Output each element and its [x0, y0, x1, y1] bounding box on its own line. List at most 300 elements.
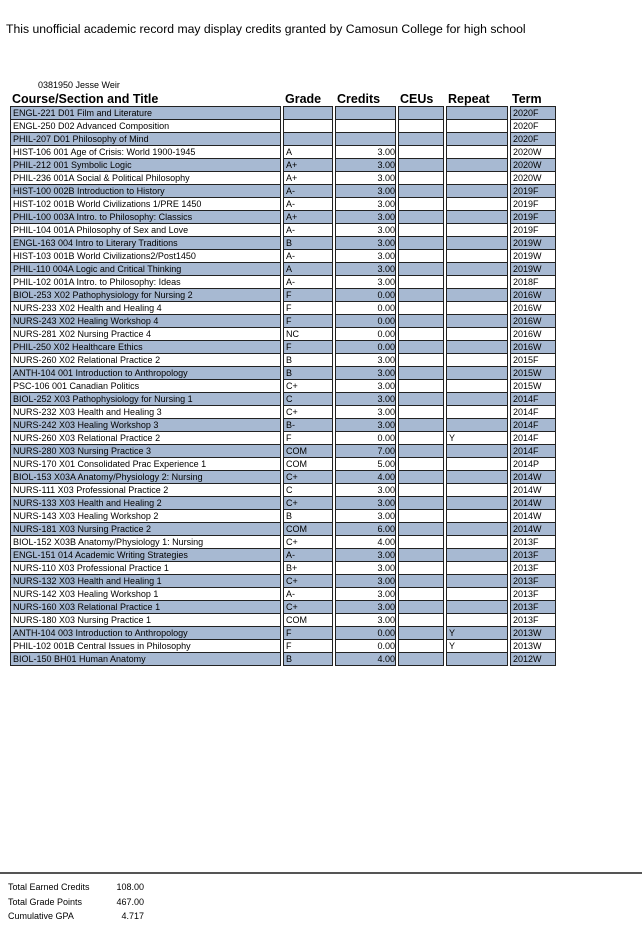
term-cell: 2016W: [510, 328, 556, 341]
credits-cell: 6.00: [335, 523, 396, 536]
credits-cell: 3.00: [335, 237, 396, 250]
credits-cell: 0.00: [335, 289, 396, 302]
term-cell: 2015W: [510, 367, 556, 380]
section-divider: [0, 872, 642, 874]
term-cell: 2020F: [510, 120, 556, 133]
credits-cell: 3.00: [335, 484, 396, 497]
term-cell: 2013F: [510, 549, 556, 562]
credits-cell: 0.00: [335, 627, 396, 640]
term-cell: 2014W: [510, 510, 556, 523]
repeat-cell: [446, 198, 508, 211]
ceus-cell: [398, 458, 444, 471]
table-row: [10, 419, 556, 432]
term-cell: 2013F: [510, 601, 556, 614]
ceus-cell: [398, 432, 444, 445]
course-title-cell: PHIL-207 D01 Philosophy of Mind: [10, 133, 281, 146]
table-row: [10, 497, 556, 510]
course-title-cell: HIST-106 001 Age of Crisis: World 1900-1945: [10, 146, 281, 159]
credits-cell: [335, 120, 396, 133]
credits-cell: 3.00: [335, 159, 396, 172]
table-row: [10, 159, 556, 172]
table-header-row: [10, 92, 556, 106]
table-row: [10, 458, 556, 471]
course-title-cell: ANTH-104 003 Introduction to Anthropology: [10, 627, 281, 640]
repeat-cell: [446, 354, 508, 367]
grade-cell: COM: [283, 523, 333, 536]
course-title-cell: NURS-143 X03 Healing Workshop 2: [10, 510, 281, 523]
grade-cell: A-: [283, 588, 333, 601]
grade-cell: A-: [283, 276, 333, 289]
course-title-cell: HIST-102 001B World Civilizations 1/PRE 1450: [10, 198, 281, 211]
term-cell: 2014P: [510, 458, 556, 471]
term-cell: 2015F: [510, 354, 556, 367]
course-title-cell: BIOL-152 X03B Anatomy/Physiology 1: Nursing: [10, 536, 281, 549]
repeat-cell: [446, 146, 508, 159]
course-title-cell: NURS-111 X03 Professional Practice 2: [10, 484, 281, 497]
course-title-cell: ENGL-163 004 Intro to Literary Traditions: [10, 237, 281, 250]
credits-cell: 3.00: [335, 510, 396, 523]
grade-cell: A-: [283, 185, 333, 198]
term-cell: 2016W: [510, 341, 556, 354]
course-title-cell: HIST-100 002B Introduction to History: [10, 185, 281, 198]
table-row: [10, 432, 556, 445]
repeat-cell: [446, 380, 508, 393]
term-cell: 2013F: [510, 575, 556, 588]
grade-cell: C+: [283, 471, 333, 484]
repeat-cell: [446, 419, 508, 432]
course-title-cell: NURS-133 X03 Health and Healing 2: [10, 497, 281, 510]
ceus-cell: [398, 211, 444, 224]
header-grade: Grade: [285, 92, 322, 106]
ceus-cell: [398, 172, 444, 185]
table-row: [10, 250, 556, 263]
repeat-cell: [446, 276, 508, 289]
repeat-cell: [446, 302, 508, 315]
course-title-cell: PSC-106 001 Canadian Politics: [10, 380, 281, 393]
grade-cell: A+: [283, 159, 333, 172]
repeat-cell: [446, 653, 508, 666]
course-title-cell: NURS-242 X03 Healing Workshop 3: [10, 419, 281, 432]
ceus-cell: [398, 185, 444, 198]
credits-cell: 0.00: [335, 328, 396, 341]
repeat-cell: [446, 120, 508, 133]
table-row: [10, 627, 556, 640]
credits-cell: 3.00: [335, 276, 396, 289]
ceus-cell: [398, 419, 444, 432]
header-repeat: Repeat: [448, 92, 490, 106]
credits-cell: 0.00: [335, 640, 396, 653]
credits-cell: 7.00: [335, 445, 396, 458]
ceus-cell: [398, 224, 444, 237]
ceus-cell: [398, 445, 444, 458]
repeat-cell: [446, 159, 508, 172]
repeat-cell: [446, 393, 508, 406]
term-cell: 2015W: [510, 380, 556, 393]
repeat-cell: [446, 406, 508, 419]
course-title-cell: BIOL-153 X03A Anatomy/Physiology 2: Nursing: [10, 471, 281, 484]
table-row: [10, 367, 556, 380]
repeat-cell: [446, 588, 508, 601]
ceus-cell: [398, 198, 444, 211]
term-cell: 2020W: [510, 172, 556, 185]
term-cell: 2013W: [510, 640, 556, 653]
table-row: [10, 406, 556, 419]
ceus-cell: [398, 653, 444, 666]
cumulative-gpa: [8, 909, 144, 924]
table-row: [10, 523, 556, 536]
repeat-cell: [446, 445, 508, 458]
table-row: [10, 484, 556, 497]
grade-cell: C+: [283, 601, 333, 614]
grade-cell: C+: [283, 380, 333, 393]
grade-cell: NC: [283, 328, 333, 341]
credits-cell: 3.00: [335, 419, 396, 432]
ceus-cell: [398, 263, 444, 276]
repeat-cell: Y: [446, 627, 508, 640]
totals-summary: [8, 880, 144, 924]
repeat-cell: [446, 367, 508, 380]
repeat-cell: [446, 536, 508, 549]
term-cell: 2016W: [510, 315, 556, 328]
table-row: [10, 224, 556, 237]
credits-cell: 0.00: [335, 432, 396, 445]
grade-cell: [283, 106, 333, 120]
total-grade-points: [8, 895, 144, 910]
repeat-cell: [446, 224, 508, 237]
term-cell: 2020F: [510, 106, 556, 120]
credits-cell: 3.00: [335, 497, 396, 510]
grade-cell: B: [283, 510, 333, 523]
term-cell: 2020F: [510, 133, 556, 146]
table-row: [10, 575, 556, 588]
repeat-cell: [446, 237, 508, 250]
grade-cell: A-: [283, 224, 333, 237]
summary-label: Total Earned Credits: [8, 882, 90, 892]
repeat-cell: Y: [446, 432, 508, 445]
term-cell: 2014F: [510, 393, 556, 406]
course-title-cell: NURS-281 X02 Nursing Practice 4: [10, 328, 281, 341]
course-title-cell: NURS-170 X01 Consolidated Prac Experience 1: [10, 458, 281, 471]
table-row: [10, 601, 556, 614]
table-row: [10, 328, 556, 341]
course-title-cell: PHIL-104 001A Philosophy of Sex and Love: [10, 224, 281, 237]
term-cell: 2014W: [510, 471, 556, 484]
grade-cell: F: [283, 302, 333, 315]
ceus-cell: [398, 341, 444, 354]
table-row: [10, 653, 556, 666]
credits-cell: 3.00: [335, 588, 396, 601]
table-row: [10, 549, 556, 562]
repeat-cell: [446, 497, 508, 510]
grade-cell: B: [283, 237, 333, 250]
header-course-title: Course/Section and Title: [12, 92, 159, 106]
ceus-cell: [398, 315, 444, 328]
grade-cell: C+: [283, 406, 333, 419]
credits-cell: 3.00: [335, 367, 396, 380]
header-term: Term: [512, 92, 542, 106]
repeat-cell: [446, 185, 508, 198]
table-row: [10, 211, 556, 224]
ceus-cell: [398, 133, 444, 146]
course-title-cell: NURS-280 X03 Nursing Practice 3: [10, 445, 281, 458]
grade-cell: B+: [283, 562, 333, 575]
ceus-cell: [398, 146, 444, 159]
credits-cell: 3.00: [335, 172, 396, 185]
credits-cell: 4.00: [335, 471, 396, 484]
summary-value: 467.00: [116, 896, 144, 907]
table-row: [10, 614, 556, 627]
course-title-cell: PHIL-110 004A Logic and Critical Thinking: [10, 263, 281, 276]
term-cell: 2013F: [510, 614, 556, 627]
course-title-cell: ANTH-104 001 Introduction to Anthropology: [10, 367, 281, 380]
grade-cell: C+: [283, 536, 333, 549]
course-title-cell: NURS-181 X03 Nursing Practice 2: [10, 523, 281, 536]
table-row: [10, 588, 556, 601]
table-row: [10, 172, 556, 185]
course-title-cell: PHIL-236 001A Social & Political Philosophy: [10, 172, 281, 185]
ceus-cell: [398, 302, 444, 315]
summary-value: 4.717: [121, 911, 144, 921]
repeat-cell: [446, 328, 508, 341]
repeat-cell: [446, 471, 508, 484]
grade-cell: F: [283, 432, 333, 445]
ceus-cell: [398, 601, 444, 614]
repeat-cell: [446, 133, 508, 146]
grade-cell: C+: [283, 497, 333, 510]
grade-cell: F: [283, 640, 333, 653]
ceus-cell: [398, 510, 444, 523]
grade-cell: B-: [283, 419, 333, 432]
credits-cell: 3.00: [335, 601, 396, 614]
course-title-cell: BIOL-252 X03 Pathophysiology for Nursing 1: [10, 393, 281, 406]
ceus-cell: [398, 354, 444, 367]
term-cell: 2016W: [510, 289, 556, 302]
record-notice: This unofficial academic record may display credits granted by Camosun College for high school: [6, 22, 526, 36]
course-title-cell: HIST-103 001B World Civilizations2/Post1450: [10, 250, 281, 263]
total-earned-credits: [8, 880, 144, 895]
grade-cell: B: [283, 653, 333, 666]
repeat-cell: [446, 341, 508, 354]
credits-cell: 3.00: [335, 250, 396, 263]
credits-cell: 4.00: [335, 653, 396, 666]
credits-cell: 3.00: [335, 185, 396, 198]
credits-cell: 3.00: [335, 198, 396, 211]
ceus-cell: [398, 159, 444, 172]
table-row: [10, 106, 556, 120]
course-title-cell: NURS-160 X03 Relational Practice 1: [10, 601, 281, 614]
ceus-cell: [398, 575, 444, 588]
grade-cell: C: [283, 484, 333, 497]
student-id-name: 0381950 Jesse Weir: [38, 80, 120, 90]
header-ceus: CEUs: [400, 92, 434, 106]
credits-cell: 3.00: [335, 354, 396, 367]
table-row: [10, 536, 556, 549]
header-credits: Credits: [337, 92, 381, 106]
repeat-cell: [446, 601, 508, 614]
repeat-cell: [446, 575, 508, 588]
credits-cell: 3.00: [335, 146, 396, 159]
table-row: [10, 276, 556, 289]
course-title-cell: NURS-233 X02 Health and Healing 4: [10, 302, 281, 315]
credits-cell: 3.00: [335, 263, 396, 276]
ceus-cell: [398, 471, 444, 484]
course-title-cell: NURS-180 X03 Nursing Practice 1: [10, 614, 281, 627]
course-title-cell: NURS-260 X02 Relational Practice 2: [10, 354, 281, 367]
ceus-cell: [398, 120, 444, 133]
grade-cell: A: [283, 146, 333, 159]
course-title-cell: BIOL-253 X02 Pathophysiology for Nursing 2: [10, 289, 281, 302]
course-title-cell: NURS-142 X03 Healing Workshop 1: [10, 588, 281, 601]
ceus-cell: [398, 588, 444, 601]
grade-cell: F: [283, 315, 333, 328]
credits-cell: 3.00: [335, 211, 396, 224]
ceus-cell: [398, 393, 444, 406]
course-title-cell: ENGL-221 D01 Film and Literature: [10, 106, 281, 120]
course-title-cell: ENGL-250 D02 Advanced Composition: [10, 120, 281, 133]
repeat-cell: [446, 458, 508, 471]
grade-cell: A-: [283, 549, 333, 562]
ceus-cell: [398, 627, 444, 640]
course-title-cell: PHIL-100 003A Intro. to Philosophy: Classics: [10, 211, 281, 224]
table-row: [10, 562, 556, 575]
summary-value: 108.00: [116, 882, 144, 892]
term-cell: 2013F: [510, 536, 556, 549]
ceus-cell: [398, 497, 444, 510]
credits-cell: 0.00: [335, 341, 396, 354]
table-row: [10, 120, 556, 133]
ceus-cell: [398, 549, 444, 562]
repeat-cell: [446, 510, 508, 523]
repeat-cell: [446, 289, 508, 302]
grade-cell: C+: [283, 575, 333, 588]
grade-cell: [283, 120, 333, 133]
term-cell: 2018F: [510, 276, 556, 289]
ceus-cell: [398, 289, 444, 302]
term-cell: 2019W: [510, 237, 556, 250]
repeat-cell: [446, 549, 508, 562]
table-row: [10, 146, 556, 159]
ceus-cell: [398, 614, 444, 627]
credits-cell: 5.00: [335, 458, 396, 471]
table-row: [10, 185, 556, 198]
term-cell: 2014F: [510, 406, 556, 419]
table-row: [10, 354, 556, 367]
table-row: [10, 380, 556, 393]
credits-cell: 3.00: [335, 614, 396, 627]
table-row: [10, 445, 556, 458]
table-row: [10, 263, 556, 276]
term-cell: 2013F: [510, 562, 556, 575]
ceus-cell: [398, 367, 444, 380]
credits-cell: 3.00: [335, 562, 396, 575]
table-row: [10, 315, 556, 328]
transcript-table: [8, 92, 558, 666]
table-row: [10, 198, 556, 211]
repeat-cell: Y: [446, 640, 508, 653]
grade-cell: B: [283, 354, 333, 367]
grade-cell: COM: [283, 614, 333, 627]
grade-cell: F: [283, 289, 333, 302]
repeat-cell: [446, 250, 508, 263]
ceus-cell: [398, 328, 444, 341]
course-title-cell: NURS-243 X02 Healing Workshop 4: [10, 315, 281, 328]
ceus-cell: [398, 562, 444, 575]
table-row: [10, 471, 556, 484]
term-cell: 2014W: [510, 484, 556, 497]
term-cell: 2019W: [510, 263, 556, 276]
term-cell: 2019F: [510, 211, 556, 224]
grade-cell: C: [283, 393, 333, 406]
grade-cell: F: [283, 627, 333, 640]
grade-cell: COM: [283, 458, 333, 471]
term-cell: 2014W: [510, 523, 556, 536]
credits-cell: [335, 133, 396, 146]
table-row: [10, 341, 556, 354]
course-title-cell: PHIL-250 X02 Healthcare Ethics: [10, 341, 281, 354]
term-cell: 2019F: [510, 185, 556, 198]
table-row: [10, 640, 556, 653]
course-title-cell: PHIL-212 001 Symbolic Logic: [10, 159, 281, 172]
grade-cell: B: [283, 367, 333, 380]
ceus-cell: [398, 523, 444, 536]
course-title-cell: PHIL-102 001B Central Issues in Philosophy: [10, 640, 281, 653]
credits-cell: 3.00: [335, 224, 396, 237]
repeat-cell: [446, 562, 508, 575]
term-cell: 2014W: [510, 497, 556, 510]
course-title-cell: NURS-132 X03 Health and Healing 1: [10, 575, 281, 588]
course-title-cell: BIOL-150 BH01 Human Anatomy: [10, 653, 281, 666]
credits-cell: 3.00: [335, 393, 396, 406]
table-row: [10, 133, 556, 146]
grade-cell: COM: [283, 445, 333, 458]
grade-cell: F: [283, 341, 333, 354]
credits-cell: 0.00: [335, 302, 396, 315]
ceus-cell: [398, 484, 444, 497]
course-title-cell: ENGL-151 014 Academic Writing Strategies: [10, 549, 281, 562]
grade-cell: [283, 133, 333, 146]
repeat-cell: [446, 484, 508, 497]
grade-cell: A-: [283, 250, 333, 263]
ceus-cell: [398, 406, 444, 419]
table-row: [10, 510, 556, 523]
ceus-cell: [398, 640, 444, 653]
repeat-cell: [446, 211, 508, 224]
repeat-cell: [446, 106, 508, 120]
term-cell: 2014F: [510, 432, 556, 445]
course-title-cell: NURS-110 X03 Professional Practice 1: [10, 562, 281, 575]
repeat-cell: [446, 614, 508, 627]
grade-cell: A+: [283, 172, 333, 185]
ceus-cell: [398, 276, 444, 289]
grade-cell: A-: [283, 198, 333, 211]
table-row: [10, 237, 556, 250]
term-cell: 2016W: [510, 302, 556, 315]
term-cell: 2020W: [510, 159, 556, 172]
ceus-cell: [398, 106, 444, 120]
term-cell: 2014F: [510, 419, 556, 432]
table-row: [10, 393, 556, 406]
table-row: [10, 289, 556, 302]
summary-label: Cumulative GPA: [8, 911, 74, 921]
summary-label: Total Grade Points: [8, 896, 83, 907]
table-row: [10, 302, 556, 315]
term-cell: 2019F: [510, 224, 556, 237]
ceus-cell: [398, 250, 444, 263]
grade-cell: A: [283, 263, 333, 276]
credits-cell: 3.00: [335, 406, 396, 419]
course-title-cell: NURS-260 X03 Relational Practice 2: [10, 432, 281, 445]
term-cell: 2019W: [510, 250, 556, 263]
